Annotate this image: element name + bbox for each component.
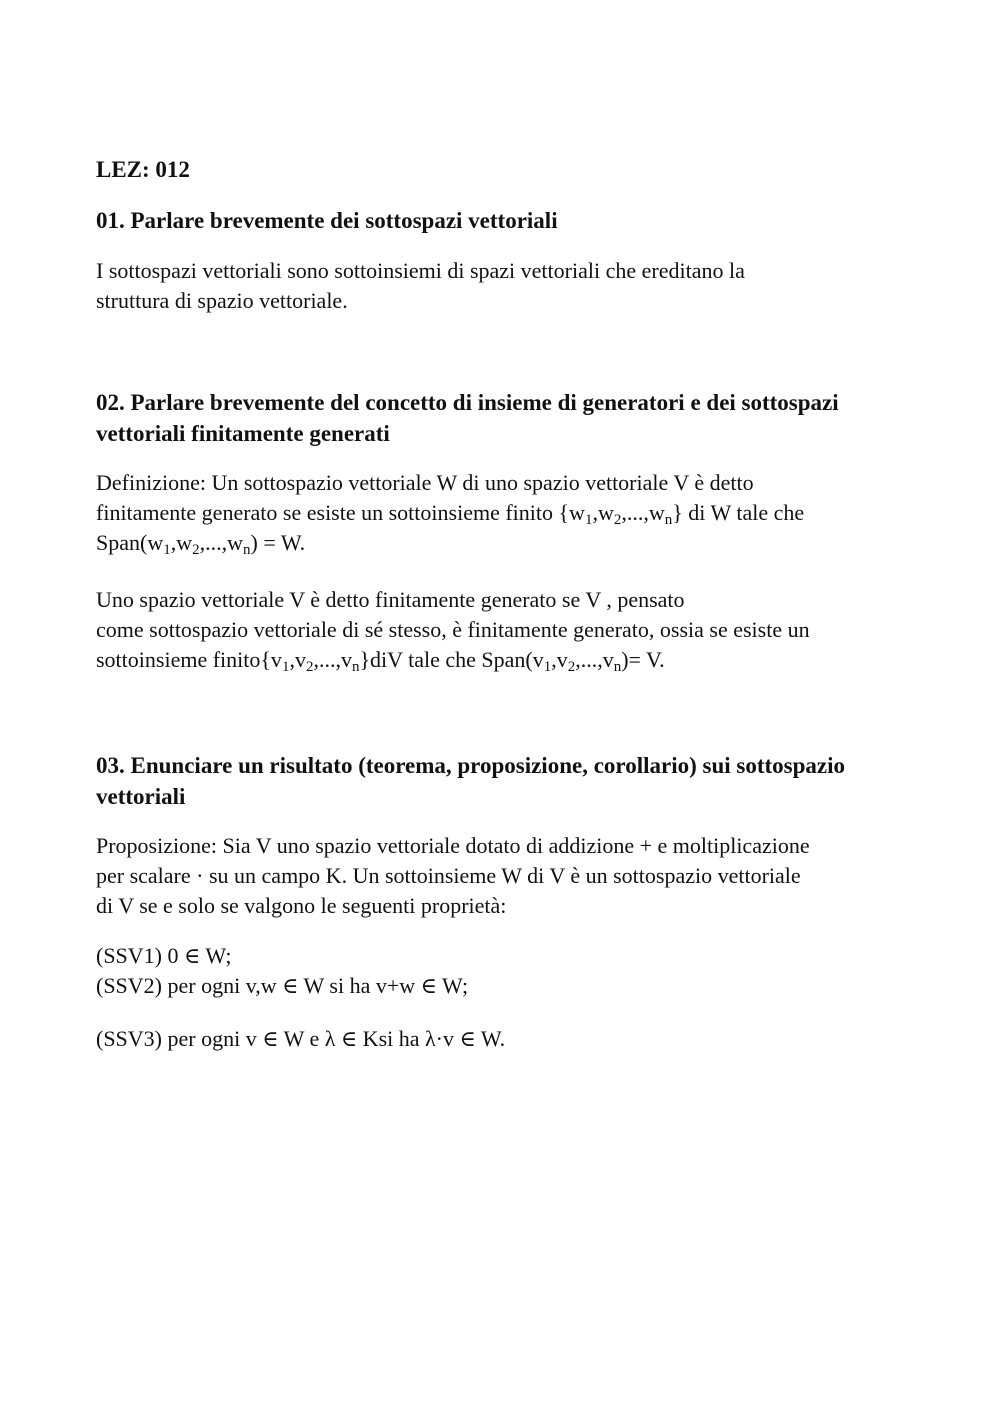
lesson-code: LEZ: 012 xyxy=(96,157,190,182)
question-1-answer xyxy=(96,256,916,316)
question-2-paragraph xyxy=(96,585,916,675)
paragraph-line: come sottospazio vettoriale di sé stesso, è finitamente generato, ossia se esiste un xyxy=(96,617,810,642)
question-2-definition xyxy=(96,468,916,558)
proposition-line: per scalare · su un campo K. Un sottoinsieme W di V è un sottospazio vettoriale xyxy=(96,863,801,888)
proposition-line: Proposizione: Sia V uno spazio vettoriale dotato di addizione + e moltiplicazione xyxy=(96,833,810,858)
property-ssv2: (SSV2) per ogni v,w ∈ W si ha v+w ∈ W; xyxy=(96,973,469,998)
paragraph-line: Uno spazio vettoriale V è detto finitamente generato se V , pensato xyxy=(96,587,685,612)
title-line: 02. Parlare brevemente del concetto di insieme di generatori e dei sottospazi xyxy=(96,390,839,415)
property-ssv1: (SSV1) 0 ∈ W; xyxy=(96,943,232,968)
proposition-line: di V se e solo se valgono le seguenti proprietà: xyxy=(96,893,507,918)
answer-line: I sottospazi vettoriali sono sottoinsiemi di spazi vettoriali che ereditano la xyxy=(96,258,745,283)
definition-line: finitamente generato se esiste un sottoinsieme finito $\{w_1,w_2,...,w_n\}$ di W tale che xyxy=(96,500,805,528)
answer-line: struttura di spazio vettoriale. xyxy=(96,288,348,313)
definition-line: $Span(w_1,w_2,...,w_n) = W$. xyxy=(96,530,306,558)
title-line: vettoriali xyxy=(96,784,186,809)
question-3-title xyxy=(96,750,916,812)
definition-line: Definizione: Un sottospazio vettoriale W di uno spazio vettoriale V è detto xyxy=(96,470,754,495)
title-line: vettoriali finitamente generati xyxy=(96,421,390,446)
question-2-title xyxy=(96,387,916,449)
question-3-proposition xyxy=(96,831,916,921)
property-ssv3: (SSV3) per ogni v ∈ W e λ ∈ Ksi ha λ·v ∈ W. xyxy=(96,1026,506,1051)
title-line: 03. Enunciare un risultato (teorema, proposizione, corollario) sui sottospazio xyxy=(96,753,845,778)
question-1-title: 01. Parlare brevemente dei sottospazi vettoriali xyxy=(96,208,558,233)
property-list xyxy=(96,941,916,1001)
paragraph-line: sottoinsieme $finito\{v_1,v_2,...,v_n\}diV$ tale che $Span(v_1,v_2,...,v_n)= V$. xyxy=(96,647,665,675)
